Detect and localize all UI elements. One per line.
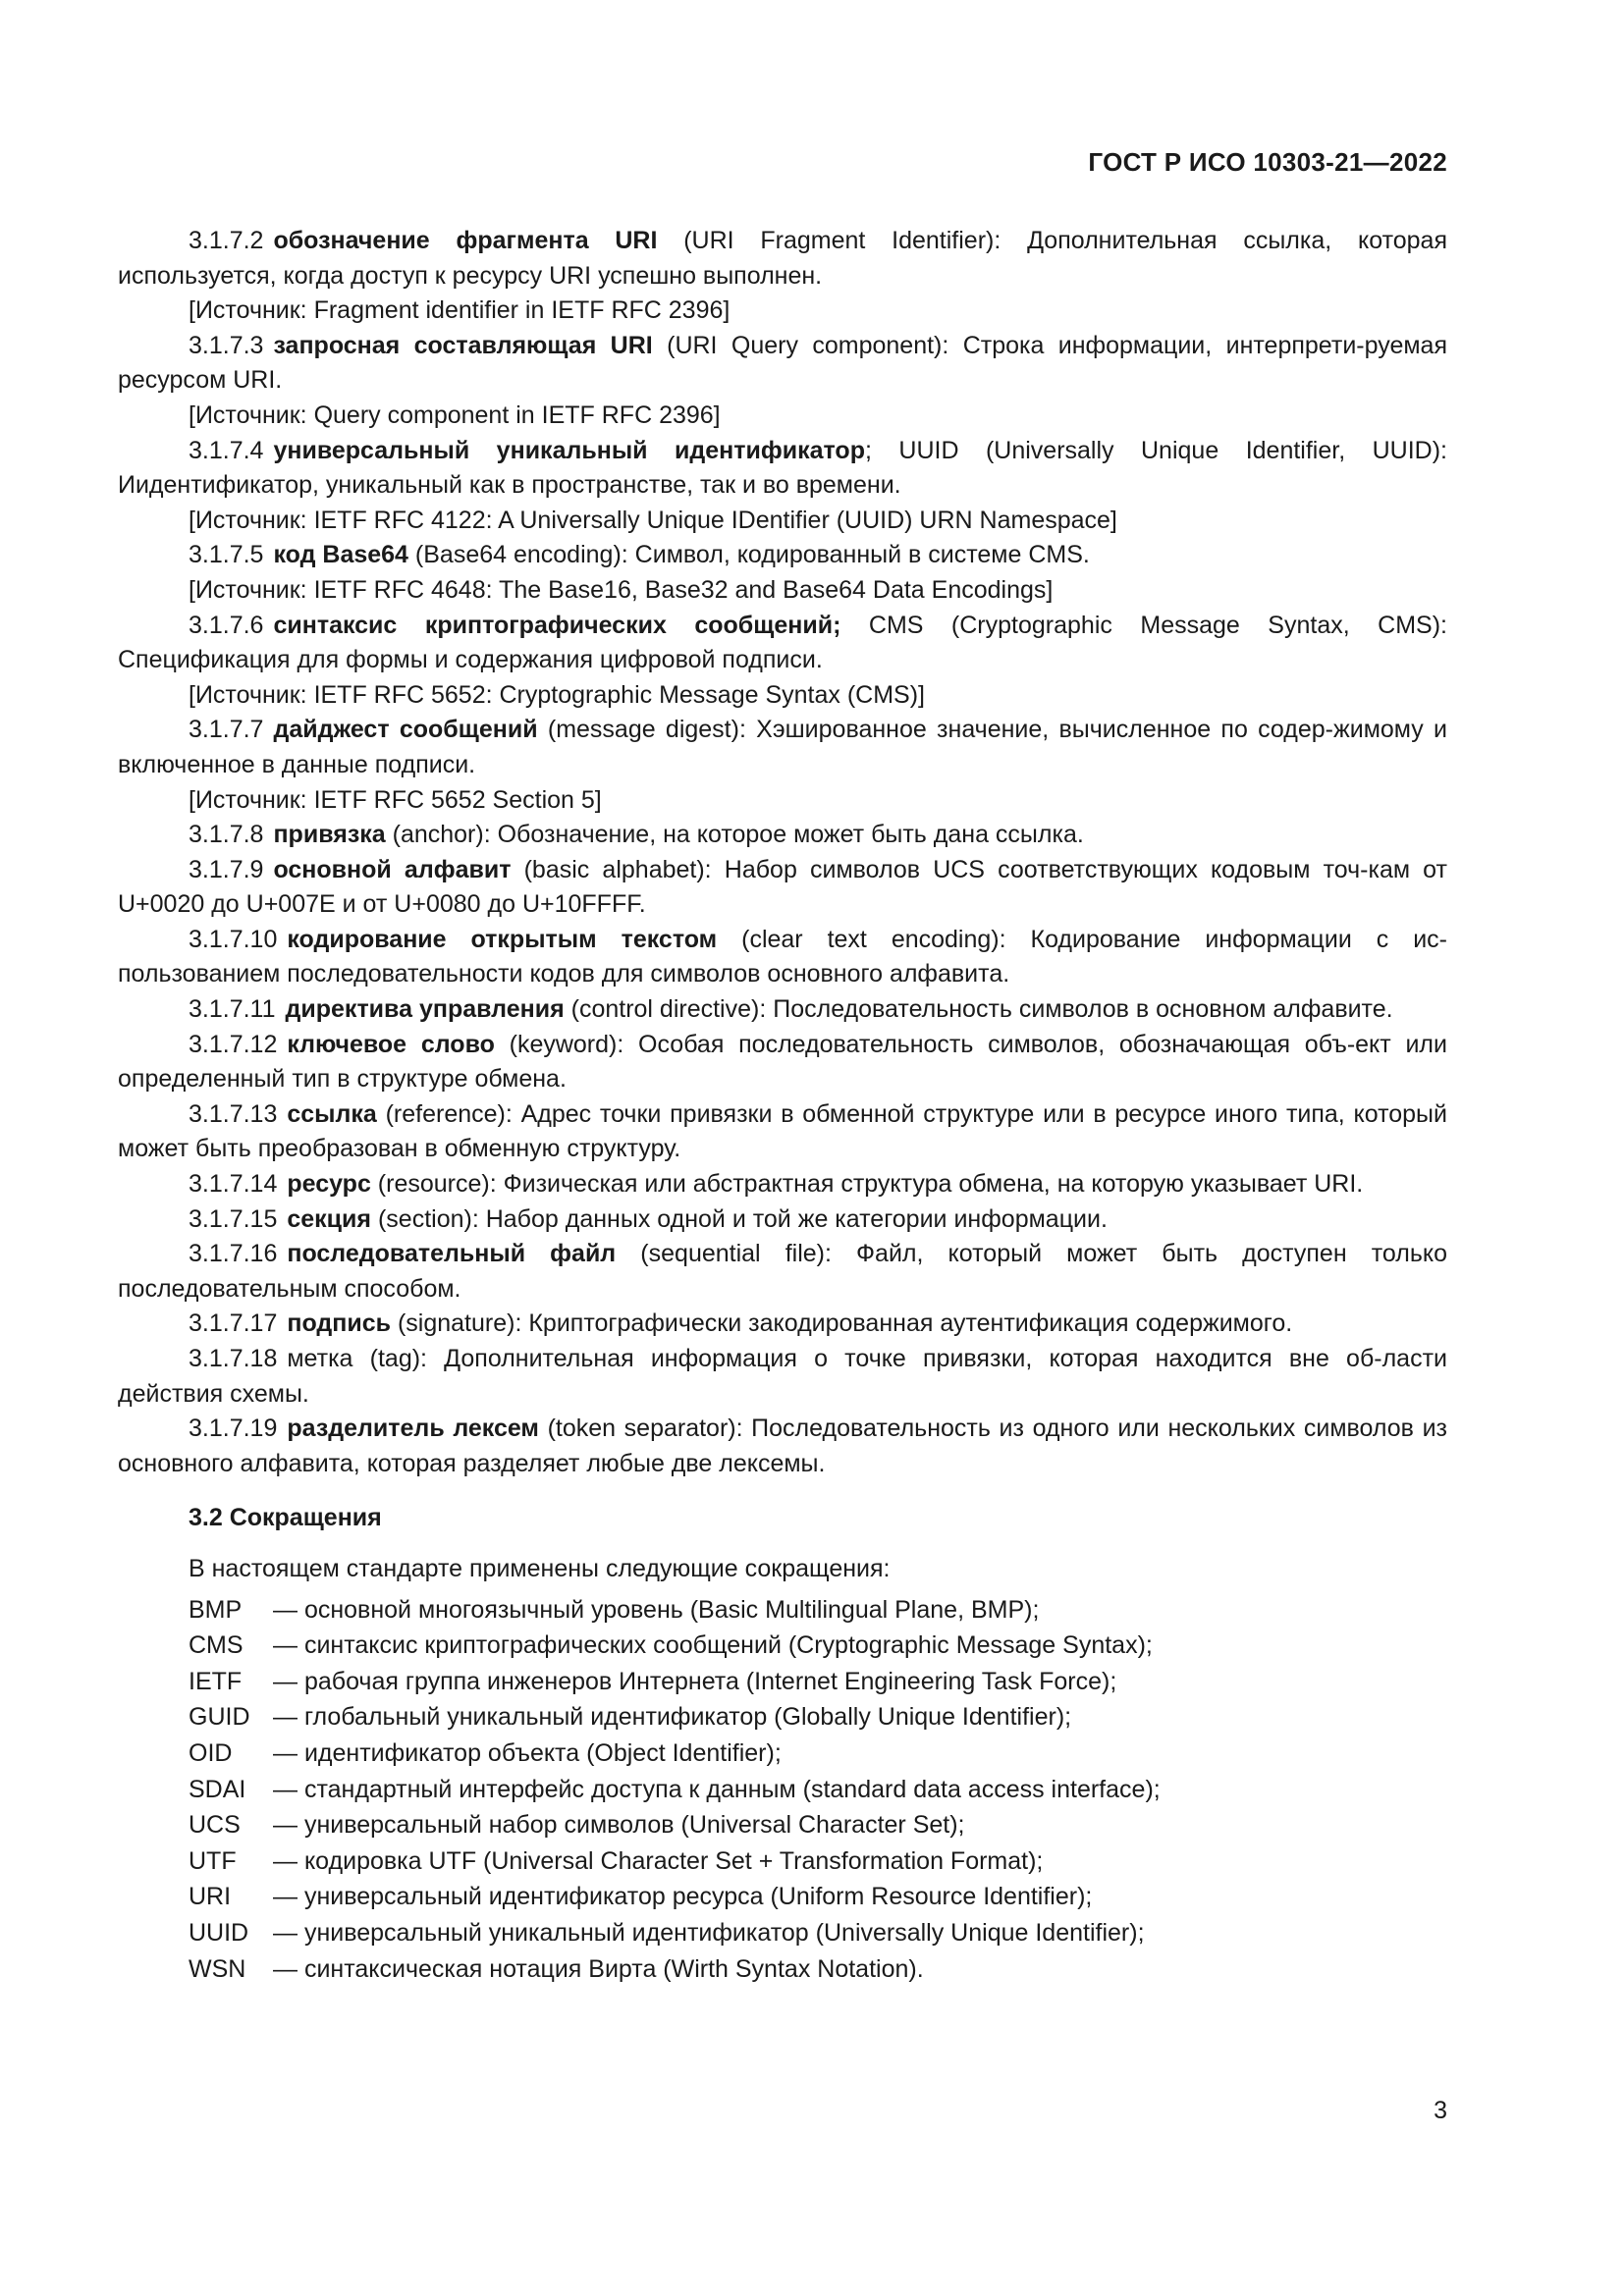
definition-text: (anchor): Обозначение, на которое может быть дана ссылка. bbox=[385, 821, 1084, 849]
definition-number: 3.1.7.12 bbox=[189, 1030, 278, 1058]
definition-text: (Base64 encoding): Символ, кодированный в системе CMS. bbox=[407, 541, 1090, 569]
definition-number: 3.1.7.6 bbox=[189, 611, 264, 639]
definition-number: 3.1.7.3 bbox=[189, 331, 264, 359]
definition-term: запросная составляющая URI bbox=[273, 331, 653, 359]
definition-text: (basic alphabet): Набор символов UCS соответствующих кодовым точ-кам от U+0020 до U+007E и от U+0080 до U+10FFFF. bbox=[118, 855, 1447, 919]
abbreviation-code: CMS bbox=[189, 1631, 244, 1660]
definition-number: 3.1.7.11 bbox=[189, 995, 276, 1024]
definition-term: кодирование открытым текстом bbox=[287, 925, 718, 953]
definition-term: последовательный файл bbox=[287, 1240, 617, 1268]
page-content bbox=[118, 224, 1447, 1988]
definition-source: [Источник: Fragment identifier in IETF RFC 2396] bbox=[189, 296, 731, 325]
abbreviation-item bbox=[189, 1593, 1447, 1629]
definition-3-1-7-8 bbox=[118, 818, 1447, 853]
definition-3-1-7-16 bbox=[118, 1237, 1447, 1307]
abbreviation-item bbox=[189, 1880, 1447, 1915]
abbreviation-code: GUID bbox=[189, 1703, 250, 1732]
abbreviation-text: — основной многоязычный уровень (Basic Multilingual Plane, BMP); bbox=[273, 1595, 1040, 1624]
page-number: 3 bbox=[1434, 2097, 1447, 2124]
abbreviation-item bbox=[189, 1952, 1447, 1988]
definition-number: 3.1.7.18 bbox=[189, 1345, 278, 1372]
definition-number: 3.1.7.17 bbox=[189, 1309, 278, 1338]
definition-term: универсальный уникальный идентификатор bbox=[273, 436, 865, 464]
abbreviation-item bbox=[189, 1736, 1447, 1772]
definition-3-1-7-3 bbox=[118, 329, 1447, 434]
definition-3-1-7-10 bbox=[118, 923, 1447, 992]
definition-term: дайджест сообщений bbox=[273, 716, 538, 744]
abbreviation-code: URI bbox=[189, 1883, 232, 1911]
definition-3-1-7-4 bbox=[118, 434, 1447, 539]
abbreviation-code: BMP bbox=[189, 1595, 243, 1624]
definition-3-1-7-5 bbox=[118, 538, 1447, 608]
abbreviation-code: UCS bbox=[189, 1811, 241, 1840]
definition-text: (section): Набор данных одной и той же категории информации. bbox=[371, 1204, 1108, 1233]
definition-term: код Base64 bbox=[273, 541, 408, 569]
definition-number: 3.1.7.16 bbox=[189, 1240, 278, 1268]
definition-3-1-7-14 bbox=[118, 1167, 1447, 1202]
abbreviation-code: WSN bbox=[189, 1954, 246, 1983]
definition-number: 3.1.7.8 bbox=[189, 821, 264, 849]
abbreviation-item bbox=[189, 1629, 1447, 1664]
abbreviation-code: SDAI bbox=[189, 1775, 246, 1803]
abbreviation-text: — синтаксис криптографических сообщений (Cryptographic Message Syntax); bbox=[273, 1631, 1153, 1660]
definition-term: привязка bbox=[273, 821, 386, 849]
definition-term: синтаксис криптографических сообщений; bbox=[273, 611, 841, 639]
abbreviation-text: — стандартный интерфейс доступа к данным (standard data access interface); bbox=[273, 1775, 1161, 1803]
definition-3-1-7-19 bbox=[118, 1412, 1447, 1481]
definition-number: 3.1.7.13 bbox=[189, 1099, 278, 1128]
definition-3-1-7-15 bbox=[118, 1202, 1447, 1238]
definition-3-1-7-11 bbox=[118, 992, 1447, 1028]
definition-source: [Источник: IETF RFC 5652 Section 5] bbox=[189, 785, 602, 814]
abbreviation-text: — идентификатор объекта (Object Identifier); bbox=[273, 1738, 782, 1767]
abbreviation-text: — синтаксическая нотация Вирта (Wirth Syntax Notation). bbox=[273, 1954, 924, 1983]
definition-3-1-7-18 bbox=[118, 1342, 1447, 1412]
definition-term: обозначение фрагмента URI bbox=[273, 227, 658, 254]
definition-term: ключевое слово bbox=[287, 1030, 495, 1058]
definition-text: (URI Fragment Identifier): Дополнительная ссылка, которая используется, когда доступ к ресурсу URI успешно выполнен. bbox=[118, 227, 1447, 290]
abbreviation-item bbox=[189, 1665, 1447, 1700]
definition-text: метка (tag): Дополнительная информация о точке привязки, которая находится вне об-ласти действия схемы. bbox=[118, 1345, 1447, 1408]
definition-number: 3.1.7.9 bbox=[189, 855, 264, 883]
definition-text: ; UUID (Universally Unique Identifier, UUID): Иидентификатор, уникальный как в пространстве, так и во времени. bbox=[118, 436, 1447, 500]
definition-text: (sequential file): Файл, который может быть доступен только последовательным способом. bbox=[118, 1240, 1447, 1303]
definition-3-1-7-6 bbox=[118, 609, 1447, 714]
definition-number: 3.1.7.7 bbox=[189, 716, 264, 744]
definition-text: (resource): Физическая или абстрактная структура обмена, на которую указывает URI. bbox=[370, 1170, 1364, 1199]
abbreviation-code: IETF bbox=[189, 1667, 243, 1695]
definition-number: 3.1.7.10 bbox=[189, 925, 278, 953]
definition-source: [Источник: IETF RFC 4648: The Base16, Base32 and Base64 Data Encodings] bbox=[189, 575, 1054, 604]
abbreviations-list bbox=[118, 1593, 1447, 1988]
definition-number: 3.1.7.19 bbox=[189, 1415, 278, 1443]
abbreviation-item bbox=[189, 1808, 1447, 1843]
definition-term: секция bbox=[287, 1204, 372, 1233]
abbreviation-text: — рабочая группа инженеров Интернета (Internet Engineering Task Force); bbox=[273, 1667, 1117, 1695]
definitions-list bbox=[118, 224, 1447, 1481]
definition-term: разделитель лексем bbox=[287, 1415, 539, 1443]
definition-number: 3.1.7.15 bbox=[189, 1204, 278, 1233]
definition-number: 3.1.7.14 bbox=[189, 1170, 278, 1199]
definition-3-1-7-2 bbox=[118, 224, 1447, 329]
definition-3-1-7-17 bbox=[118, 1307, 1447, 1342]
definition-3-1-7-9 bbox=[118, 853, 1447, 923]
abbreviation-item bbox=[189, 1844, 1447, 1880]
abbreviation-code: UTF bbox=[189, 1846, 237, 1875]
document-code-header: ГОСТ Р ИСО 10303-21—2022 bbox=[1088, 147, 1447, 177]
abbreviation-item bbox=[189, 1773, 1447, 1808]
definition-text: CMS (Cryptographic Message Syntax, CMS): Спецификация для формы и содержания цифровой подписи. bbox=[118, 611, 1447, 674]
definition-text: (token separator): Последовательность из одного или нескольких символов из основного алфавита, которая разделяет любые две лексемы. bbox=[118, 1415, 1448, 1477]
definition-3-1-7-13 bbox=[118, 1097, 1447, 1167]
abbreviation-item bbox=[189, 1916, 1447, 1951]
abbreviation-text: — кодировка UTF (Universal Character Set + Transformation Format); bbox=[273, 1846, 1044, 1875]
definition-text: (clear text encoding): Кодирование информации с ис-пользованием последовательности кодов для символов основного алфавита. bbox=[118, 925, 1447, 988]
definition-text: (URI Query component): Строка информации, интерпрети-руемая ресурсом URI. bbox=[118, 331, 1447, 395]
abbreviation-text: — универсальный идентификатор ресурса (Uniform Resource Identifier); bbox=[273, 1883, 1093, 1911]
definition-term: ссылка bbox=[287, 1099, 377, 1128]
definition-term: основной алфавит bbox=[273, 855, 512, 883]
definition-term: ресурс bbox=[287, 1170, 371, 1199]
definition-text: (keyword): Особая последовательность символов, обозначающая объ-ект или определенный тип в структуре обмена. bbox=[118, 1030, 1447, 1094]
definition-source: [Источник: Query component in IETF RFC 2396] bbox=[189, 400, 721, 429]
definition-text: (signature): Криптографически закодированная аутентификация содержимого. bbox=[391, 1309, 1293, 1338]
definition-text: (control directive): Последовательность символов в основном алфавите. bbox=[564, 995, 1393, 1024]
abbreviation-text: — универсальный уникальный идентификатор (Universally Unique Identifier); bbox=[273, 1918, 1145, 1947]
definition-term: директива управления bbox=[285, 995, 565, 1024]
definition-source: [Источник: IETF RFC 4122: A Universally Unique IDentifier (UUID) URN Namespace] bbox=[189, 506, 1117, 534]
section-title-abbreviations: 3.2 Сокращения bbox=[189, 1504, 382, 1532]
abbreviation-code: UUID bbox=[189, 1918, 249, 1947]
definition-3-1-7-7 bbox=[118, 713, 1447, 818]
definition-source: [Источник: IETF RFC 5652: Cryptographic Message Syntax (CMS)] bbox=[189, 680, 925, 709]
definition-term: подпись bbox=[287, 1309, 392, 1338]
abbreviation-code: OID bbox=[189, 1738, 233, 1767]
definition-3-1-7-12 bbox=[118, 1028, 1447, 1097]
definition-text: (reference): Адрес точки привязки в обменной структуре или в ресурсе иного типа, который может быть преобразован в обменную структуру. bbox=[118, 1099, 1447, 1163]
definition-text: (message digest): Хэшированное значение, вычисленное по содер-жимому и включенное в данные подписи. bbox=[118, 716, 1448, 778]
abbreviation-text: — универсальный набор символов (Universal Character Set); bbox=[273, 1811, 965, 1840]
definition-number: 3.1.7.2 bbox=[189, 227, 264, 254]
definition-number: 3.1.7.4 bbox=[189, 436, 264, 464]
abbreviation-text: — глобальный уникальный идентификатор (Globally Unique Identifier); bbox=[273, 1703, 1072, 1732]
abbreviation-item bbox=[189, 1700, 1447, 1735]
definition-number: 3.1.7.5 bbox=[189, 541, 264, 569]
abbreviations-intro: В настоящем стандарте применены следующие сокращения: bbox=[189, 1554, 891, 1582]
